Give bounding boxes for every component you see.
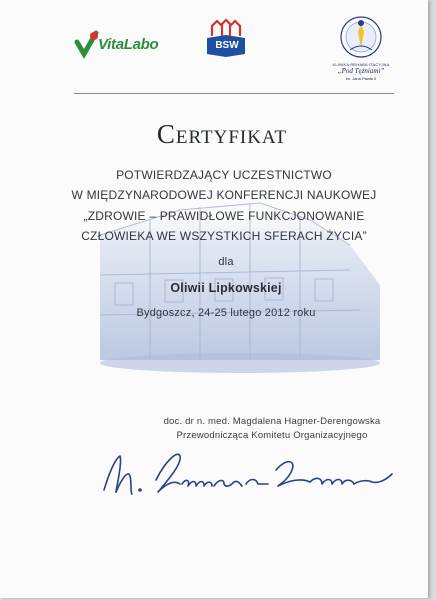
place-date: Bydgoszcz, 24-25 lutego 2012 roku [136, 307, 316, 319]
vitalabo-wordmark: VitaLabo [98, 36, 159, 53]
conference-title-line-1: „ZDROWIE – PRAWIDŁOWE FUNKCJONOWANIE [83, 209, 365, 223]
header-divider [74, 93, 394, 94]
clinic-patron-line: im. Jana Pawła II [345, 76, 377, 81]
handwritten-signature [96, 440, 396, 510]
building-watermark [90, 175, 390, 375]
conference-title-line-2: CZŁOWIEKA WE WSZYSTKICH SFERACH ŻYCIA” [81, 229, 367, 243]
for-label: dla [218, 256, 234, 268]
clinic-title-line: „Pod Tężniami” [337, 67, 385, 75]
signatory-name: doc. dr n. med. Magdalena Hagner-Derengowska [163, 416, 381, 427]
bsw-logo [203, 18, 249, 60]
confirmation-line: POTWIERDZAJĄCY UCZESTNICTWO [116, 168, 332, 182]
conference-line: W MIĘDZYNARODOWEJ KONFERENCJI NAUKOWEJ [71, 188, 377, 202]
vitalabo-logo [74, 30, 159, 60]
bsw-emblem-icon [203, 18, 249, 60]
vitalabo-check-icon [74, 30, 100, 60]
clinic-emblem-icon [328, 12, 394, 62]
clinic-name-line: KLINIKA REHABILITACYJNA [332, 62, 390, 67]
recipient-name: Oliwii Lipkowskiej [170, 281, 282, 295]
clinic-logo [328, 12, 394, 82]
signatory-role: Przewodnicząca Komitetu Organizacyjnego [176, 430, 368, 441]
certificate-title: Certyfikat [156, 119, 288, 149]
bsw-wordmark: BSW [215, 40, 239, 51]
